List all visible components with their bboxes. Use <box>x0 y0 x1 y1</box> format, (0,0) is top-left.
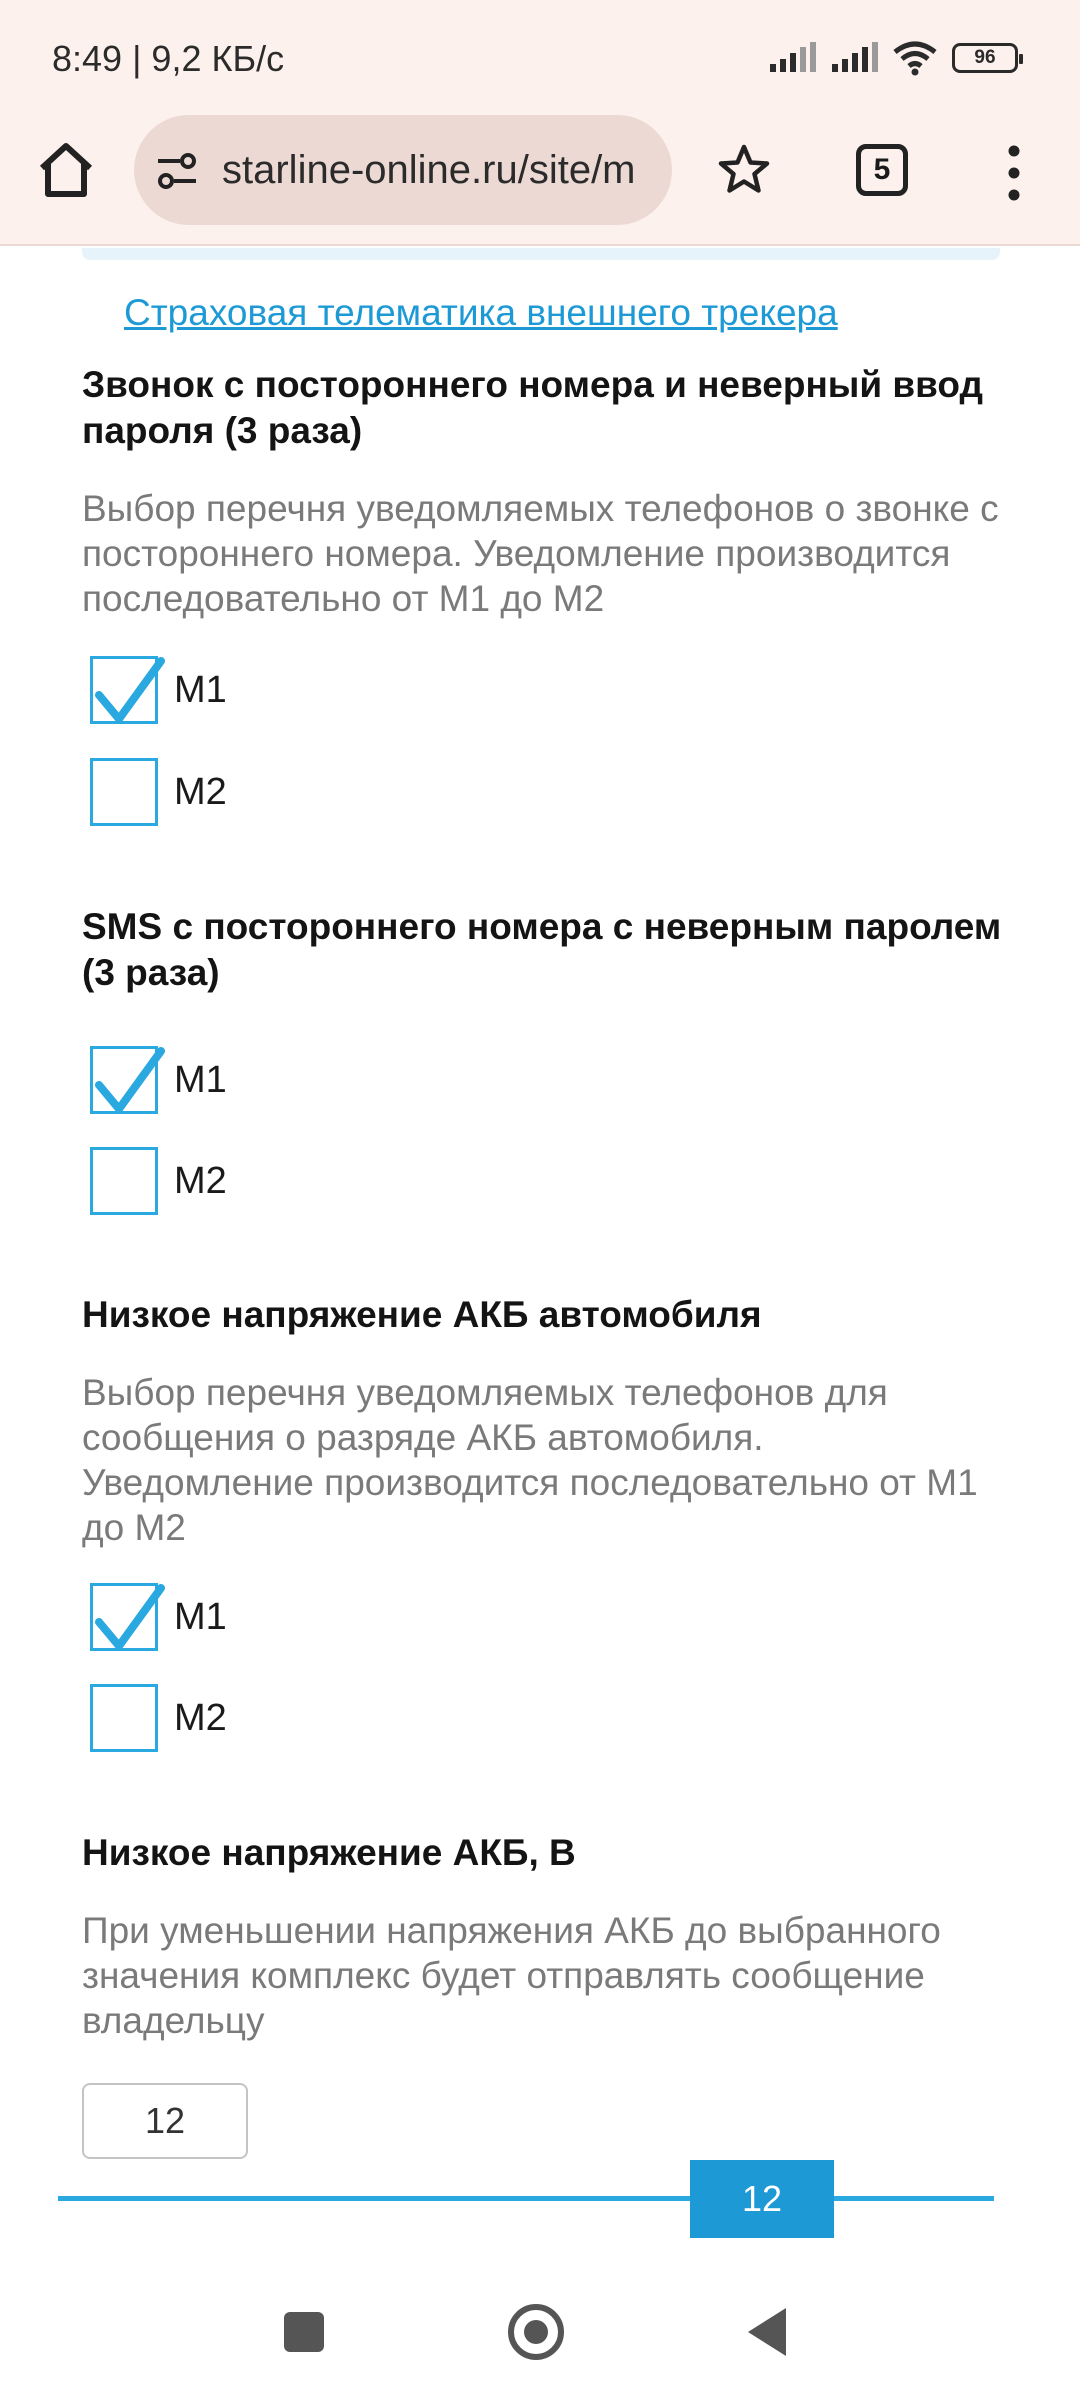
checkbox-row-battery-m2[interactable] <box>90 1683 227 1753</box>
wifi-icon <box>892 40 938 76</box>
checkbox-row-call-m2[interactable] <box>90 757 227 827</box>
address-bar[interactable] <box>134 115 672 225</box>
checkbox-row-call-m1[interactable] <box>90 655 227 725</box>
section-description-low-battery: Выбор перечня уведомляемых телефонов для сообщения о разряде АКБ автомобиля. Уведомление производится последовательно от М1 до М2 <box>82 1372 978 1548</box>
checkbox-battery-m1[interactable] <box>90 1583 158 1651</box>
status-time: 8:49 | 9,2 КБ/с <box>52 38 285 79</box>
voltage-slider-handle[interactable]: 12 <box>690 2160 834 2238</box>
checkbox-sms-m2[interactable] <box>90 1147 158 1215</box>
bookmark-star-icon[interactable] <box>716 142 772 198</box>
browser-chrome <box>0 0 1080 246</box>
site-settings-icon[interactable] <box>156 153 198 189</box>
url-text: starline-online.ru/site/m <box>222 147 636 192</box>
section-title-call-unknown: Звонок с постороннего номера и неверный ввод пароля (3 раза) <box>82 364 984 451</box>
checkmark-icon <box>91 653 165 729</box>
checkbox-label: М1 <box>174 1058 227 1101</box>
checkbox-label: М1 <box>174 668 227 711</box>
section-description-battery-voltage: При уменьшении напряжения АКБ до выбранного значения комплекс будет отправлять сообщение владельцу <box>82 1910 941 2041</box>
signal-icon <box>768 42 816 74</box>
system-navigation-bar <box>0 2268 1080 2400</box>
more-menu-icon[interactable] <box>1000 145 1028 201</box>
checkmark-icon <box>91 1580 165 1656</box>
checkbox-label: М2 <box>174 770 227 813</box>
checkbox-row-sms-m1[interactable] <box>90 1045 227 1115</box>
section-card-edge <box>82 248 1000 260</box>
page-content <box>0 248 1080 2268</box>
section-title-low-battery: Низкое напряжение АКБ автомобиля <box>82 1294 762 1335</box>
back-triangle-icon[interactable] <box>748 2308 786 2356</box>
checkbox-call-m1[interactable] <box>90 656 158 724</box>
checkbox-sms-m1[interactable] <box>90 1046 158 1114</box>
voltage-slider-track[interactable] <box>58 2196 994 2201</box>
status-icons <box>768 38 1018 78</box>
voltage-input[interactable]: 12 <box>82 2083 248 2159</box>
battery-indicator: 96 <box>952 43 1018 73</box>
checkbox-battery-m2[interactable] <box>90 1684 158 1752</box>
section-title-battery-voltage: Низкое напряжение АКБ, В <box>82 1832 576 1873</box>
section-title-sms-unknown: SMS с постороннего номера с неверным паролем (3 раза) <box>82 906 1002 993</box>
recent-apps-icon[interactable] <box>284 2312 324 2352</box>
home-icon[interactable] <box>36 140 96 200</box>
checkbox-call-m2[interactable] <box>90 758 158 826</box>
tabs-button[interactable]: 5 <box>856 144 908 196</box>
insurance-telematics-link[interactable]: Страховая телематика внешнего трекера <box>124 292 838 333</box>
checkbox-label: М1 <box>174 1595 227 1638</box>
signal-icon-2 <box>830 42 878 74</box>
home-circle-icon[interactable] <box>508 2304 564 2360</box>
checkbox-row-battery-m1[interactable] <box>90 1582 227 1652</box>
checkmark-icon <box>91 1043 165 1119</box>
checkbox-label: М2 <box>174 1159 227 1202</box>
checkbox-label: М2 <box>174 1696 227 1739</box>
checkbox-row-sms-m2[interactable] <box>90 1146 227 1216</box>
section-description-call-unknown: Выбор перечня уведомляемых телефонов о звонке с постороннего номера. Уведомление производится последовательно от М1 до М2 <box>82 488 999 619</box>
